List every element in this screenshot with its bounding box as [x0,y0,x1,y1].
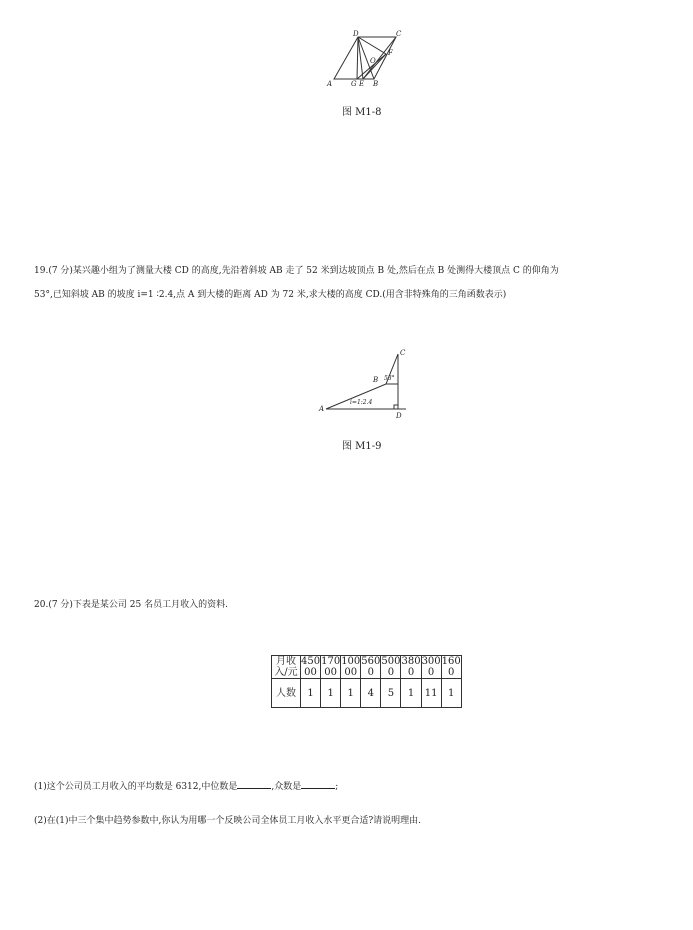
label-C: C [396,30,402,38]
label-B: B [373,376,379,384]
label-A: A [327,80,333,88]
part-1-text-c: ; [335,782,339,792]
table-cell: 170 00 [321,656,341,678]
label-D: D [396,412,402,420]
label-G: G [351,80,357,88]
table-cell: 160 0 [441,656,461,678]
label-C: C [400,349,406,357]
table-cell: 4 [361,679,381,708]
table-cell: 1 [321,679,341,708]
label-F: F [388,49,393,57]
table-cell: 1 [401,679,421,708]
slope-label: i=1:2.4 [350,399,373,406]
label-O: O [370,57,376,65]
question-19-line-2: 53°,已知斜坡 AB 的坡度 i=1 ∶2.4,点 A 到大楼的距离 AD 为 72 米,求大楼的高度 CD.(用含非特殊角的三角函数表示) [34,290,507,300]
income-table-wrap [271,655,462,708]
figure-m1-8 [320,28,410,88]
table-row-count [272,679,462,708]
label-D: D [353,30,359,38]
question-20-part-1 [34,774,338,800]
part-1-text-b: ,众数是 [271,782,302,792]
figure-m1-9 [316,344,416,424]
table-cell: 450 00 [301,656,321,678]
slope-building-diagram [316,344,416,424]
table-cell: 380 0 [401,656,421,678]
table-cell: 11 [421,679,441,708]
question-20-intro: 20.(7 分)下表是某公司 25 名员工月收入的资料. [34,600,228,610]
mode-blank[interactable] [301,780,335,789]
table-cell: 1 [441,679,461,708]
parallelogram-diagram [320,28,410,88]
table-cell: 300 0 [421,656,441,678]
median-blank[interactable] [237,780,271,789]
table-row-income [272,656,462,679]
label-B: B [373,80,379,88]
angle-label: 53° [384,375,395,382]
table-cell: 560 0 [361,656,381,678]
question-19-line-1: 19.(7 分)某兴趣小组为了测量大楼 CD 的高度,先沿着斜坡 AB 走了 52 米到达坡顶点 B 处,然后在点 B 处测得大楼顶点 C 的仰角为 [34,266,559,276]
figure-caption: 图 M1-9 [342,441,382,452]
label-A: A [319,405,325,413]
table-cell: 100 00 [341,656,361,678]
table-header-income: 月收 入/元 [272,656,301,679]
question-20-part-2: (2)在(1)中三个集中趋势参数中,你认为用哪一个反映公司全体员工月收入水平更合适?请说明理由. [34,816,422,826]
table-cell: 1 [301,679,321,708]
table-header-count: 人数 [272,679,301,708]
table-cell: 5 [381,679,401,708]
income-table [271,655,462,708]
label-E: E [359,80,365,88]
table-cell: 500 0 [381,656,401,678]
figure-caption: 图 M1-8 [342,107,382,118]
table-cell: 1 [341,679,361,708]
part-1-text-a: (1)这个公司员工月收入的平均数是 6312,中位数是 [34,782,238,792]
